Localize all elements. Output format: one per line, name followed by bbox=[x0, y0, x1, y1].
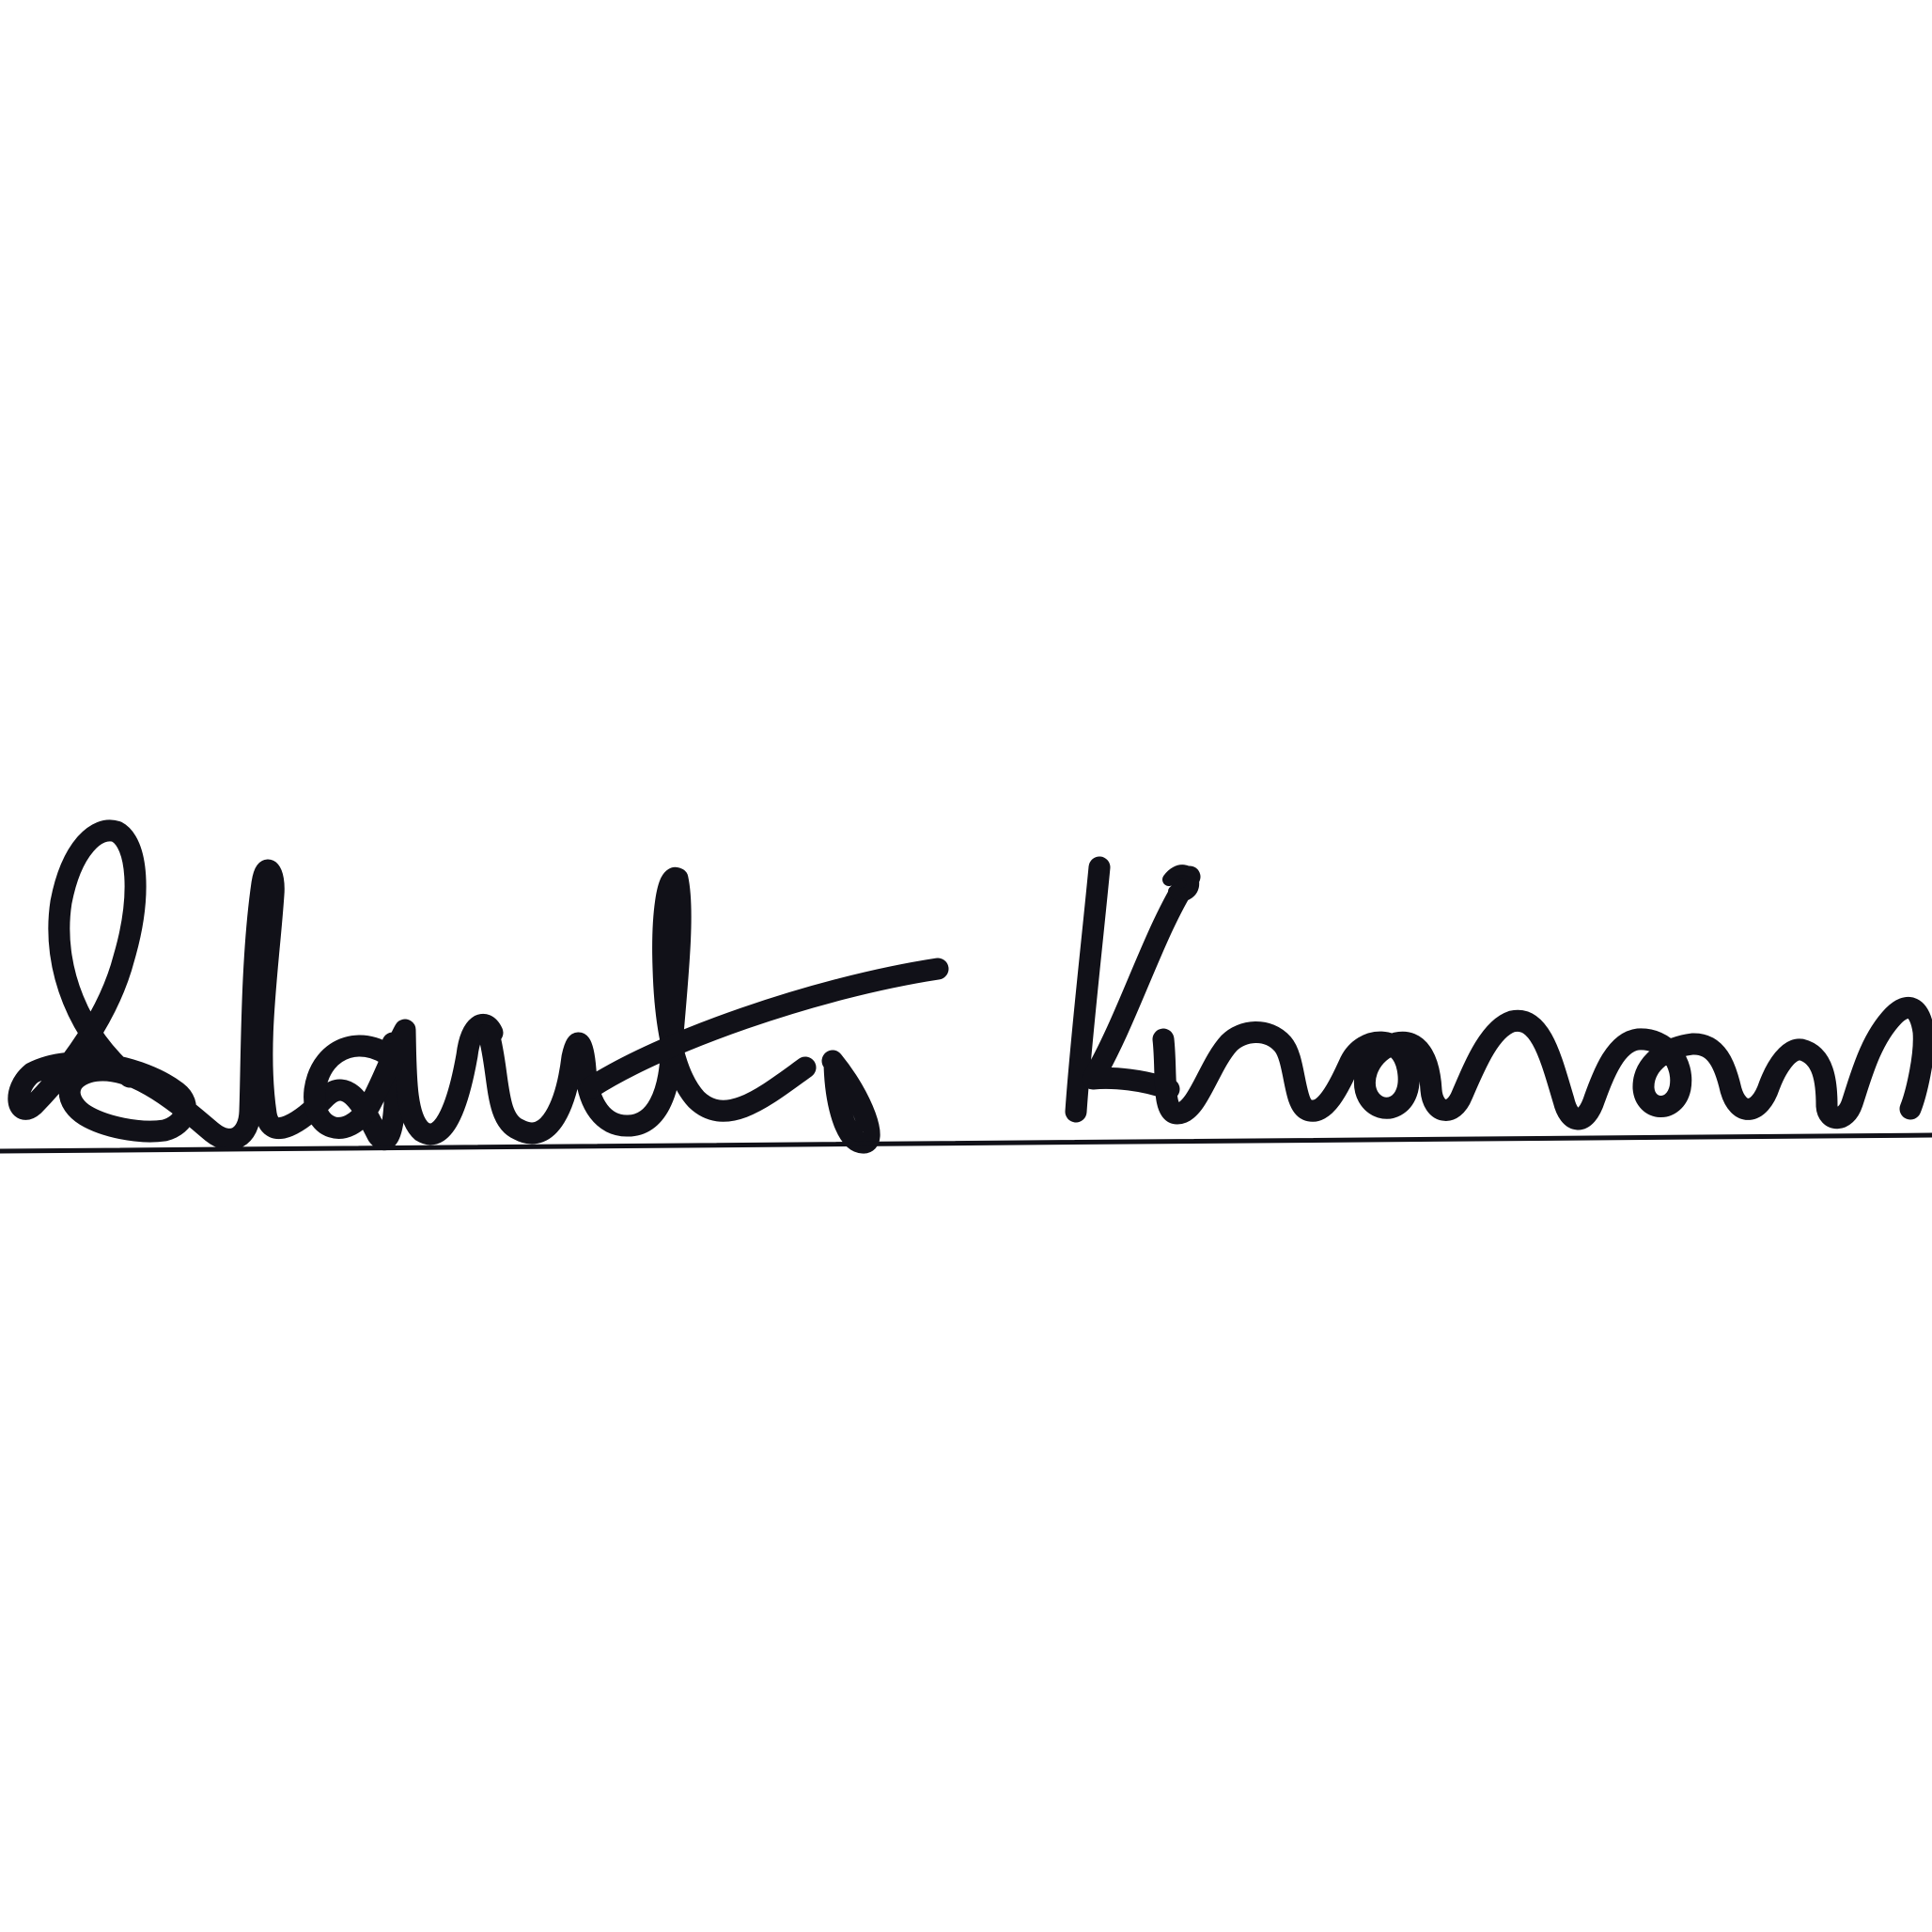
signature-stroke-g bbox=[19, 831, 396, 1140]
signature-ink bbox=[19, 831, 1924, 1143]
signature-line bbox=[0, 1135, 1932, 1151]
signature-stroke-ramer bbox=[1163, 1007, 1924, 1119]
signature-stroke-t-cross bbox=[590, 969, 938, 1088]
signature-stroke-t-hook bbox=[833, 1061, 869, 1143]
